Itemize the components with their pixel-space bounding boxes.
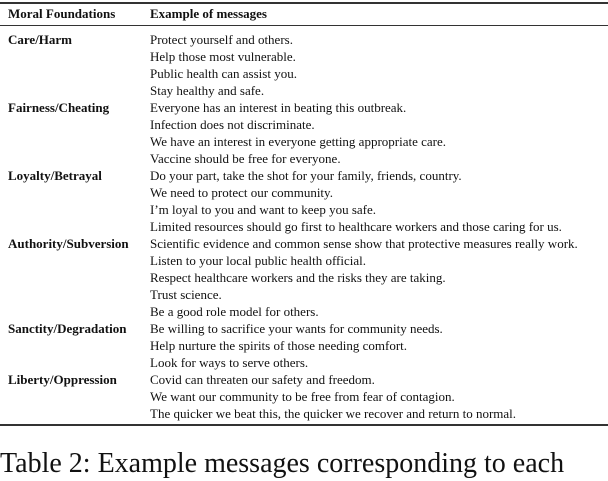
foundation-cell <box>8 303 150 320</box>
foundation-cell <box>8 269 150 286</box>
message-cell: The quicker we beat this, the quicker we recover and return to normal. <box>150 406 517 421</box>
message-cell: Be a good role model for others. <box>150 304 319 319</box>
foundation-cell <box>8 65 150 82</box>
foundation-cell: Authority/Subversion <box>8 236 129 251</box>
message-cell: We need to protect our community. <box>150 185 333 200</box>
foundation-cell <box>8 354 150 371</box>
foundation-cell <box>8 286 150 303</box>
message-cell: Help nurture the spirits of those needing comfort. <box>150 338 408 353</box>
foundation-cell: Fairness/Cheating <box>8 100 110 115</box>
message-cell: Help those most vulnerable. <box>150 49 296 64</box>
foundation-cell: Loyalty/Betrayal <box>8 168 102 183</box>
message-cell: Listen to your local public health official. <box>150 253 367 268</box>
table-row <box>8 218 578 235</box>
message-cell: Do your part, take the shot for your family, friends, country. <box>150 168 462 183</box>
table-row <box>8 252 578 269</box>
table-row <box>8 48 578 65</box>
table-row <box>8 337 578 354</box>
message-cell: Scientific evidence and common sense show that protective measures really work. <box>150 236 578 251</box>
table-row <box>8 184 578 201</box>
top-rule <box>0 2 608 4</box>
foundation-cell <box>8 201 150 218</box>
bottom-rule <box>0 424 608 426</box>
table-row <box>8 235 578 252</box>
foundation-cell <box>8 133 150 150</box>
table-row <box>8 371 578 388</box>
foundation-cell <box>8 48 150 65</box>
message-cell: We have an interest in everyone getting appropriate care. <box>150 134 447 149</box>
table-row <box>8 286 578 303</box>
foundation-cell <box>8 150 150 167</box>
message-cell: Protect yourself and others. <box>150 32 293 47</box>
foundation-cell <box>8 337 150 354</box>
moral-foundations-table <box>8 5 578 422</box>
table-row <box>8 24 578 48</box>
table-row <box>8 82 578 99</box>
message-cell: Everyone has an interest in beating this outbreak. <box>150 100 407 115</box>
table-row <box>8 150 578 167</box>
table-caption: Table 2: Example messages corresponding to each <box>0 448 565 479</box>
header-foundations: Moral Foundations <box>8 6 116 21</box>
foundation-cell <box>8 218 150 235</box>
foundation-cell <box>8 184 150 201</box>
foundation-cell: Care/Harm <box>8 32 73 47</box>
foundation-cell <box>8 116 150 133</box>
message-cell: We want our community to be free from fear of contagion. <box>150 389 455 404</box>
foundation-cell: Liberty/Oppression <box>8 372 117 387</box>
message-cell: Be willing to sacrifice your wants for community needs. <box>150 321 443 336</box>
header-row <box>8 5 578 24</box>
table-row <box>8 405 578 422</box>
table-row <box>8 201 578 218</box>
foundation-cell <box>8 82 150 99</box>
table-row <box>8 167 578 184</box>
message-cell: Look for ways to serve others. <box>150 355 309 370</box>
message-cell: Limited resources should go first to healthcare workers and those caring for us. <box>150 219 562 234</box>
table-row <box>8 133 578 150</box>
message-cell: Stay healthy and safe. <box>150 83 265 98</box>
table-row <box>8 116 578 133</box>
table-body <box>8 24 578 422</box>
message-cell: Public health can assist you. <box>150 66 297 81</box>
foundation-cell: Sanctity/Degradation <box>8 321 127 336</box>
table-row <box>8 65 578 82</box>
header-messages: Example of messages <box>150 6 267 21</box>
table-row <box>8 269 578 286</box>
message-cell: Vaccine should be free for everyone. <box>150 151 341 166</box>
table-row <box>8 354 578 371</box>
foundation-cell <box>8 388 150 405</box>
message-cell: I’m loyal to you and want to keep you safe. <box>150 202 376 217</box>
message-cell: Infection does not discriminate. <box>150 117 315 132</box>
message-cell: Respect healthcare workers and the risks they are taking. <box>150 270 446 285</box>
table-row <box>8 388 578 405</box>
foundation-cell <box>8 405 150 422</box>
table-row <box>8 303 578 320</box>
table-row <box>8 320 578 337</box>
table-row <box>8 99 578 116</box>
foundation-cell <box>8 252 150 269</box>
message-cell: Covid can threaten our safety and freedom. <box>150 372 375 387</box>
message-cell: Trust science. <box>150 287 222 302</box>
